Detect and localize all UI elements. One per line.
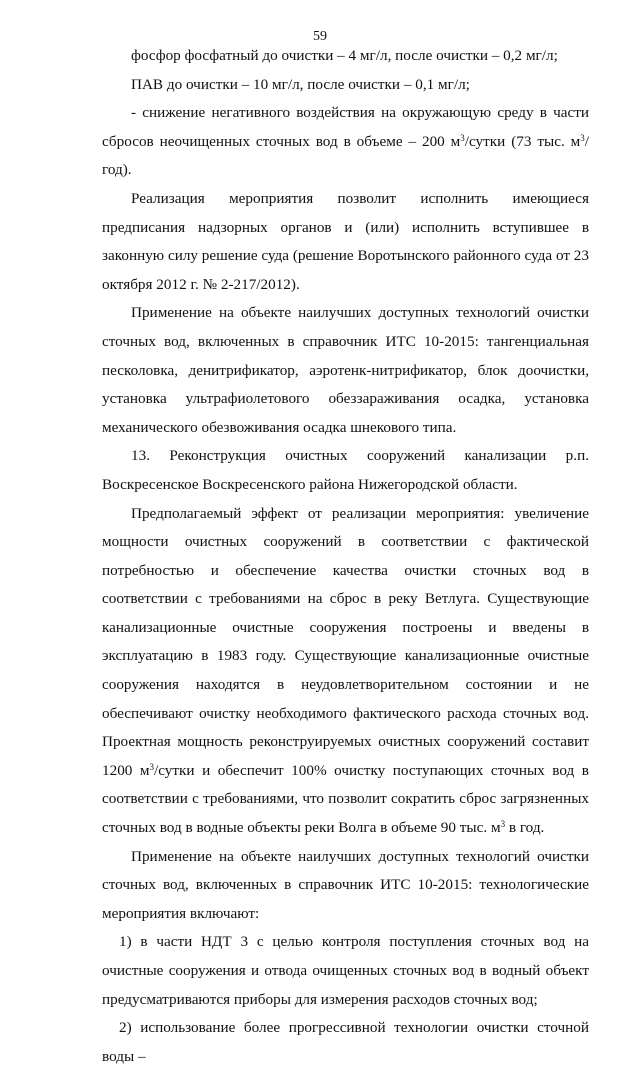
paragraph-surfactants: ПАВ до очистки – 10 мг/л, после очистки – 0,1 мг/л; <box>131 75 470 93</box>
paragraph-bat-technologies-1: Применение на объекте наилучших доступных технологий очистки сточных вод, включенных в справочник ИТС 10-2015: тангенциальная песколовка, денитрификатор, аэротенк-нитрификатор, блок доочистки, установка ультрафиолетового обеззараживания осадка, установка механического обезвоживания осадка шнекового типа. <box>102 304 589 436</box>
paragraph-court-decision: Реализация мероприятия позволит исполнить имеющиеся предписания надзорных органов и (или) исполнить вступившее в законную силу решение суда (решение Воротынского районного суда от 23 октября 2012 г. № 2-217/2012). <box>102 189 589 293</box>
list-item-2: 2) использование более прогрессивной технологии очистки сточной воды – <box>102 1019 589 1065</box>
body-text <box>102 42 589 1071</box>
paragraph-discharge-reduction: - снижение негативного воздействия на окружающую среду в части сбросов неочищенных сточных вод в объеме – 200 $м^3$/сутки (73 тыс. $м^3/год$). <box>102 104 589 179</box>
paragraph-bat-technologies-2: Применение на объекте наилучших доступных технологий очистки сточных вод, включенных в справочник ИТС 10-2015: технологические мероприятия включают: <box>102 847 589 922</box>
list-item-1: 1) в части НДТ 3 с целью контроля поступления сточных вод на очистные сооружения и отвода очищенных сточных вод в водный объект предусматриваются приборы для измерения расходов сточных вод; <box>102 933 589 1008</box>
paragraph-item-13-heading: 13. Реконструкция очистных сооружений канализации р.п. Воскресенское Воскресенского района Нижегородской области. <box>102 447 589 493</box>
paragraph-phosphorus: фосфор фосфатный до очистки – 4 мг/л, после очистки – 0,2 мг/л; <box>131 47 558 64</box>
page-number: 59 <box>313 29 327 44</box>
paragraph-expected-effect: Предполагаемый эффект от реализации мероприятия: увеличение мощности очистных сооружений в соответствии с фактической потребностью и обеспечение качества очистки сточных вод в соответствии с требованиями на сброс в реку Ветлуга. Существующие канализационные очистные сооружения построены и введены в эксплуатацию в 1983 году. Существующие канализационные очистные сооружения находятся в неудовлетворительном состоянии и не обеспечивают очистку необходимого фактического расхода сточных вод. Проектная мощность реконструируемых очистных сооружений составит 1200 $м^3$/сутки и обеспечит 100% очистку поступающих сточных вод в соответствии с требованиями, что позволит сократить сброс загрязненных сточных вод в водные объекты реки Волга в объеме 90 тыс. $м^3$ в год. <box>102 504 589 837</box>
